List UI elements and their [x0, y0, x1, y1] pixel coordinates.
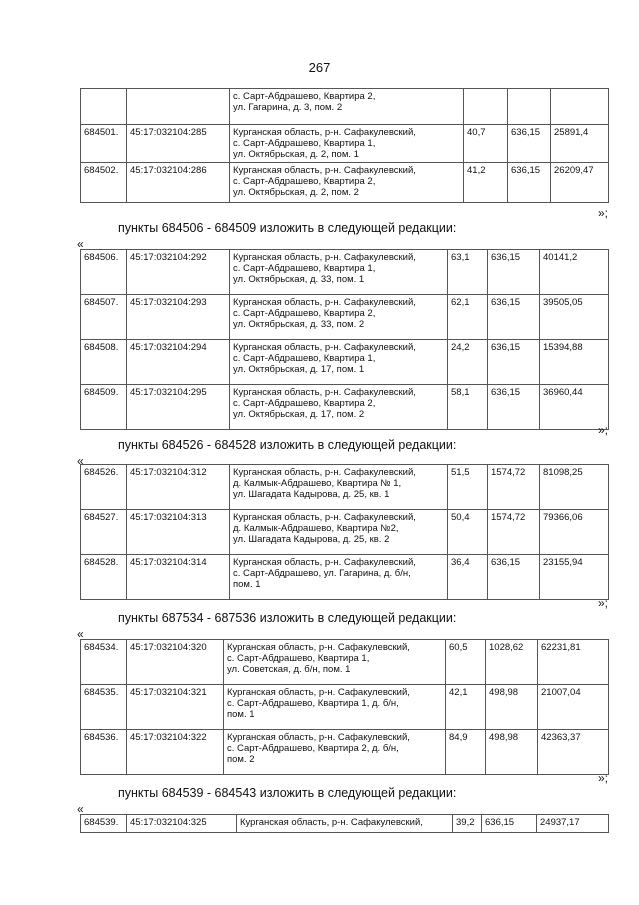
item-number-cell: 684534.	[81, 640, 127, 685]
address-cell	[230, 340, 448, 385]
address-cell	[237, 815, 453, 833]
item-number-cell: 684508.	[81, 340, 127, 385]
cadastral-number-cell	[127, 89, 230, 125]
address-line: с. Сарт-Абдрашево, Квартира 1,	[227, 653, 370, 664]
address-line: Курганская область, р-н. Сафакулевский,	[233, 252, 416, 263]
address-line: ул. Октябрьская, д. 17, пом. 1	[233, 364, 365, 375]
item-number-cell: 684536.	[81, 730, 127, 775]
address-cell	[230, 465, 448, 510]
address-line: с. Сарт-Абдрашево, Квартира 1,	[233, 138, 376, 149]
address-cell	[230, 555, 448, 600]
table-row	[81, 340, 609, 385]
address-line: ул. Октябрьская, д. 17, пом. 2	[233, 409, 365, 420]
address-line: Курганская область, р-н. Сафакулевский,	[233, 165, 416, 176]
address-cell	[224, 640, 446, 685]
item-number-cell: 684507.	[81, 295, 127, 340]
rate-cell: 636,15	[488, 555, 540, 600]
closing-quote: »;	[597, 206, 608, 220]
instruction-text: пункты 684506 - 684509 изложить в следующей редакции:	[118, 221, 457, 235]
address-line: ул. Октябрьская, д. 2, пом. 2	[233, 187, 359, 198]
table-row	[81, 295, 609, 340]
cadastral-number-cell: 45:17:032104:312	[127, 465, 230, 510]
cadastral-number-cell: 45:17:032104:313	[127, 510, 230, 555]
item-number-cell: 684526.	[81, 465, 127, 510]
cadastral-number-cell: 45:17:032104:293	[127, 295, 230, 340]
address-line: ул. Шагадата Кадырова, д. 25, кв. 2	[233, 534, 390, 545]
address-line: Курганская область, р-н. Сафакулевский,	[233, 512, 416, 523]
value-cell: 21007,04	[538, 685, 609, 730]
address-cell	[230, 250, 448, 295]
area-cell: 58,1	[448, 385, 488, 430]
cadastral-number-cell: 45:17:032104:321	[127, 685, 224, 730]
table-row	[81, 89, 609, 125]
address-cell	[230, 89, 464, 125]
value-cell	[551, 89, 609, 125]
address-line: с. Сарт-Абдрашево, Квартира 2,	[233, 308, 376, 319]
address-line: Курганская область, р-н. Сафакулевский,	[227, 732, 410, 743]
address-line: с. Сарт-Абдрашево, Квартира 1,	[233, 353, 376, 364]
area-cell: 39,2	[453, 815, 482, 833]
instruction-text: пункты 684526 - 684528 изложить в следующей редакции:	[118, 438, 457, 452]
register-table	[80, 249, 609, 430]
rate-cell: 636,15	[508, 163, 551, 203]
item-number-cell: 684501.	[81, 125, 127, 163]
register-table	[80, 88, 609, 203]
address-line: ул. Октябрьская, д. 33, пом. 1	[233, 274, 365, 285]
area-cell: 60,5	[446, 640, 486, 685]
table-row	[81, 125, 609, 163]
closing-quote: »;	[597, 596, 608, 610]
address-cell	[230, 295, 448, 340]
address-line: пом. 1	[233, 579, 261, 590]
address-line: с. Сарт-Абдрашево, Квартира 1, д. б/н,	[227, 698, 399, 709]
value-cell: 62231,81	[538, 640, 609, 685]
address-line: с. Сарт-Абдрашево, ул. Гагарина, д. б/н,	[233, 568, 411, 579]
cadastral-number-cell: 45:17:032104:322	[127, 730, 224, 775]
item-number-cell	[81, 89, 127, 125]
cadastral-number-cell: 45:17:032104:314	[127, 555, 230, 600]
address-line: с. Сарт-Абдрашево, Квартира 2, д. б/н,	[227, 743, 399, 754]
address-line: Курганская область, р-н. Сафакулевский,	[233, 467, 416, 478]
value-cell: 42363,37	[538, 730, 609, 775]
rate-cell: 636,15	[488, 250, 540, 295]
address-cell	[230, 510, 448, 555]
value-cell: 36960,44	[540, 385, 609, 430]
item-number-cell: 684527.	[81, 510, 127, 555]
address-cell	[224, 730, 446, 775]
closing-quote: »;	[597, 423, 608, 437]
address-line: пом. 1	[227, 709, 255, 720]
opening-quote: «	[77, 627, 84, 641]
value-cell: 81098,25	[540, 465, 609, 510]
cadastral-number-cell: 45:17:032104:286	[127, 163, 230, 203]
cadastral-number-cell: 45:17:032104:320	[127, 640, 224, 685]
cadastral-number-cell: 45:17:032104:285	[127, 125, 230, 163]
address-line: с. Сарт-Абдрашево, Квартира 2,	[233, 176, 376, 187]
instruction-text: пункты 687534 - 687536 изложить в следующей редакции:	[118, 611, 457, 625]
table-row	[81, 555, 609, 600]
value-cell: 79366,06	[540, 510, 609, 555]
area-cell: 63,1	[448, 250, 488, 295]
address-line: Курганская область, р-н. Сафакулевский,	[240, 817, 423, 828]
rate-cell: 1574,72	[488, 465, 540, 510]
address-cell	[230, 163, 464, 203]
address-line: д. Калмык-Абдрашево, Квартира №2,	[233, 523, 399, 534]
address-line: Курганская область, р-н. Сафакулевский,	[233, 557, 416, 568]
rate-cell: 636,15	[488, 340, 540, 385]
area-cell: 50,4	[448, 510, 488, 555]
item-number-cell: 684502.	[81, 163, 127, 203]
address-line: ул. Октябрьская, д. 33, пом. 2	[233, 319, 365, 330]
area-cell: 40,7	[464, 125, 508, 163]
closing-quote: »;	[597, 771, 608, 785]
table-row	[81, 815, 609, 833]
table-row	[81, 465, 609, 510]
address-cell	[230, 125, 464, 163]
opening-quote: «	[77, 454, 84, 468]
address-line: д. Калмык-Абдрашево, Квартира № 1,	[233, 478, 402, 489]
address-line: пом. 2	[227, 754, 255, 765]
table-row	[81, 385, 609, 430]
register-table	[80, 814, 609, 833]
rate-cell: 636,15	[482, 815, 537, 833]
address-line: с. Сарт-Абдрашево, Квартира 1,	[233, 263, 376, 274]
register-table	[80, 464, 609, 600]
rate-cell: 1028,62	[486, 640, 538, 685]
area-cell: 24,2	[448, 340, 488, 385]
area-cell: 84,9	[446, 730, 486, 775]
address-line: Курганская область, р-н. Сафакулевский,	[233, 387, 416, 398]
area-cell: 41,2	[464, 163, 508, 203]
item-number-cell: 684506.	[81, 250, 127, 295]
rate-cell: 498,98	[486, 730, 538, 775]
opening-quote: «	[77, 237, 84, 251]
value-cell: 25891,4	[551, 125, 609, 163]
address-cell	[224, 685, 446, 730]
cadastral-number-cell: 45:17:032104:325	[127, 815, 237, 833]
address-line: ул. Советская, д. б/н, пом. 1	[227, 664, 351, 675]
value-cell: 26209,47	[551, 163, 609, 203]
item-number-cell: 684535.	[81, 685, 127, 730]
cadastral-number-cell: 45:17:032104:292	[127, 250, 230, 295]
table-row	[81, 510, 609, 555]
table-row	[81, 685, 609, 730]
area-cell: 62,1	[448, 295, 488, 340]
address-line: ул. Октябрьская, д. 2, пом. 1	[233, 149, 359, 160]
table-row	[81, 640, 609, 685]
table-row	[81, 730, 609, 775]
page-number: 267	[308, 60, 331, 75]
address-line: Курганская область, р-н. Сафакулевский,	[227, 687, 410, 698]
address-line: Курганская область, р-н. Сафакулевский,	[233, 127, 416, 138]
address-line: с. Сарт-Абдрашево, Квартира 2,	[233, 398, 376, 409]
address-cell	[230, 385, 448, 430]
address-line: Курганская область, р-н. Сафакулевский,	[233, 297, 416, 308]
register-table	[80, 639, 609, 775]
instruction-text: пункты 684539 - 684543 изложить в следующей редакции:	[118, 786, 457, 800]
value-cell: 24937,17	[537, 815, 609, 833]
address-line: Курганская область, р-н. Сафакулевский,	[227, 642, 410, 653]
rate-cell: 636,15	[488, 295, 540, 340]
value-cell: 15394,88	[540, 340, 609, 385]
rate-cell	[508, 89, 551, 125]
opening-quote: «	[77, 802, 84, 816]
rate-cell: 636,15	[488, 385, 540, 430]
address-line: Курганская область, р-н. Сафакулевский,	[233, 342, 416, 353]
cadastral-number-cell: 45:17:032104:294	[127, 340, 230, 385]
address-line: с. Сарт-Абдрашево, Квартира 2,	[233, 91, 376, 102]
address-line: ул. Гагарина, д. 3, пом. 2	[233, 102, 343, 113]
table-row	[81, 250, 609, 295]
table-row	[81, 163, 609, 203]
area-cell	[464, 89, 508, 125]
item-number-cell: 684528.	[81, 555, 127, 600]
rate-cell: 498,98	[486, 685, 538, 730]
cadastral-number-cell: 45:17:032104:295	[127, 385, 230, 430]
item-number-cell: 684539.	[81, 815, 127, 833]
area-cell: 42,1	[446, 685, 486, 730]
value-cell: 23155,94	[540, 555, 609, 600]
item-number-cell: 684509.	[81, 385, 127, 430]
value-cell: 40141,2	[540, 250, 609, 295]
area-cell: 51,5	[448, 465, 488, 510]
rate-cell: 1574,72	[488, 510, 540, 555]
area-cell: 36,4	[448, 555, 488, 600]
value-cell: 39505,05	[540, 295, 609, 340]
address-line: ул. Шагадата Кадырова, д. 25, кв. 1	[233, 489, 390, 500]
rate-cell: 636,15	[508, 125, 551, 163]
